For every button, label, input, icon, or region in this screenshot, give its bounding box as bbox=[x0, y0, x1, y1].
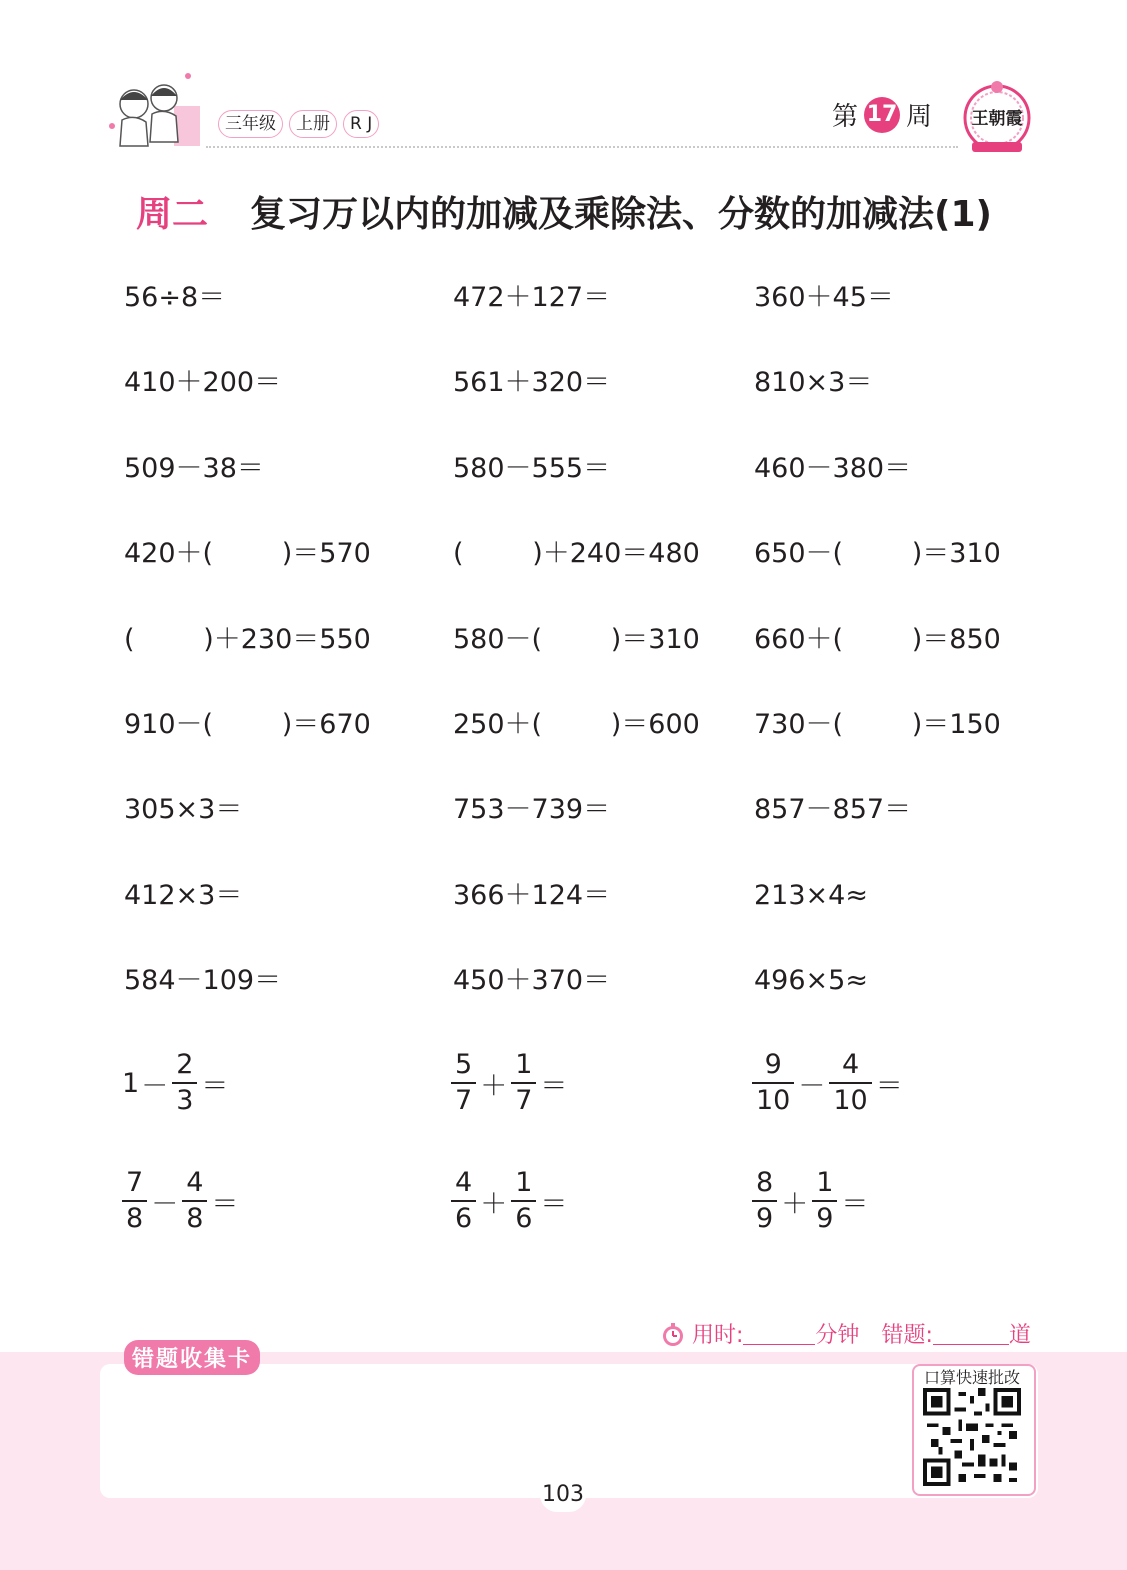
fraction-problem bbox=[449, 1048, 569, 1118]
page-number: 103 bbox=[540, 1478, 586, 1512]
denominator: 8 bbox=[186, 1203, 204, 1234]
operator: ＋ bbox=[781, 1188, 809, 1220]
problem-fill-blank: ( )＋230＝550 bbox=[124, 624, 371, 655]
problem: 857－857＝ bbox=[754, 794, 912, 825]
problem: 561＋320＝ bbox=[453, 367, 611, 398]
problem: 410＋200＝ bbox=[124, 367, 282, 398]
denominator: 10 bbox=[756, 1085, 791, 1116]
denominator: 7 bbox=[515, 1085, 533, 1116]
problem: 496×5≈ bbox=[754, 965, 868, 996]
operator: － bbox=[798, 1070, 826, 1102]
edition-tag: R J bbox=[343, 110, 379, 138]
fraction bbox=[829, 1048, 871, 1118]
numerator: 2 bbox=[176, 1049, 194, 1080]
fraction bbox=[451, 1166, 476, 1236]
fraction bbox=[511, 1166, 536, 1236]
stopwatch-icon bbox=[660, 1321, 686, 1347]
problem: 460－380＝ bbox=[754, 453, 912, 484]
equals-sign: ＝ bbox=[841, 1188, 869, 1220]
equals-sign: ＝ bbox=[540, 1070, 568, 1102]
denominator: 3 bbox=[176, 1085, 194, 1116]
fraction bbox=[182, 1166, 207, 1236]
time-label: 用时: bbox=[692, 1323, 744, 1348]
week-prefix: 第 bbox=[832, 102, 859, 132]
problem: 584－109＝ bbox=[124, 965, 282, 996]
week-suffix: 周 bbox=[906, 102, 933, 132]
problem: 305×3＝ bbox=[124, 794, 243, 825]
problem: 412×3＝ bbox=[124, 880, 243, 911]
equals-sign: ＝ bbox=[875, 1070, 903, 1102]
brand-name: 王朝霞 bbox=[971, 109, 1023, 129]
problem-fill-blank: 650－( )＝310 bbox=[754, 538, 1001, 569]
fraction bbox=[511, 1048, 536, 1118]
problem: 580－555＝ bbox=[453, 453, 611, 484]
denominator: 9 bbox=[816, 1203, 834, 1234]
errors-label: 错题: bbox=[881, 1323, 933, 1348]
equals-sign: ＝ bbox=[211, 1188, 239, 1220]
fraction-problem bbox=[750, 1166, 870, 1236]
errors-unit: 道 bbox=[1008, 1323, 1031, 1348]
denominator: 6 bbox=[455, 1203, 473, 1234]
problem: 810×3＝ bbox=[754, 367, 873, 398]
problem: 753－739＝ bbox=[453, 794, 611, 825]
problem: 472＋127＝ bbox=[453, 282, 611, 313]
operator: － bbox=[151, 1188, 179, 1220]
problem-fill-blank: 660＋( )＝850 bbox=[754, 624, 1001, 655]
numerator: 5 bbox=[455, 1049, 473, 1080]
numerator: 4 bbox=[186, 1167, 204, 1198]
operator: ＋ bbox=[480, 1188, 508, 1220]
numerator: 8 bbox=[756, 1167, 774, 1198]
time-unit: 分钟 bbox=[815, 1323, 860, 1348]
problem: 56÷8＝ bbox=[124, 282, 226, 313]
fraction bbox=[752, 1166, 777, 1236]
fraction bbox=[752, 1048, 794, 1118]
qr-code-icon[interactable] bbox=[922, 1388, 1022, 1486]
numerator: 4 bbox=[455, 1167, 473, 1198]
brand-seal-logo bbox=[962, 78, 1032, 156]
problem-fill-blank: ( )＋240＝480 bbox=[453, 538, 700, 569]
fraction-problem bbox=[120, 1166, 240, 1236]
term-tag: 上册 bbox=[289, 110, 337, 138]
problem-fill-blank: 580－( )＝310 bbox=[453, 624, 700, 655]
numerator: 9 bbox=[764, 1049, 782, 1080]
error-card-label: 错题收集卡 bbox=[124, 1340, 260, 1375]
fraction bbox=[122, 1166, 147, 1236]
denominator: 10 bbox=[833, 1085, 868, 1116]
problem: 213×4≈ bbox=[754, 880, 868, 911]
problem: 509－38＝ bbox=[124, 453, 264, 484]
problem: 360＋45＝ bbox=[754, 282, 894, 313]
fraction bbox=[451, 1048, 476, 1118]
fraction bbox=[172, 1048, 197, 1118]
problem: 366＋124＝ bbox=[453, 880, 611, 911]
qr-label: 口算快速批改 bbox=[924, 1368, 1021, 1387]
fraction-problem bbox=[449, 1166, 569, 1236]
denominator: 6 bbox=[515, 1203, 533, 1234]
numerator: 4 bbox=[841, 1049, 860, 1080]
denominator: 7 bbox=[455, 1085, 473, 1116]
numerator: 7 bbox=[126, 1167, 144, 1198]
children-illustration bbox=[104, 70, 204, 156]
numerator: 1 bbox=[515, 1167, 533, 1198]
day-label: 周二 bbox=[136, 194, 209, 235]
fraction-problem bbox=[750, 1048, 905, 1118]
fraction bbox=[812, 1166, 837, 1236]
operator: － bbox=[141, 1070, 169, 1102]
equals-sign: ＝ bbox=[540, 1188, 568, 1220]
fraction-problem bbox=[122, 1048, 230, 1118]
problem-fill-blank: 910－( )＝670 bbox=[124, 709, 371, 740]
week-number-badge: 17 bbox=[864, 97, 900, 133]
numerator: 1 bbox=[816, 1167, 834, 1198]
operator: ＋ bbox=[480, 1070, 508, 1102]
numerator: 1 bbox=[515, 1049, 533, 1080]
page-title: 复习万以内的加减及乘除法、分数的加减法(1) bbox=[250, 194, 992, 235]
denominator: 8 bbox=[126, 1203, 144, 1234]
time-errors-record bbox=[660, 1318, 1031, 1349]
time-blank[interactable] bbox=[743, 1322, 815, 1345]
problem: 450＋370＝ bbox=[453, 965, 611, 996]
week-indicator bbox=[832, 96, 932, 133]
equals-sign: ＝ bbox=[201, 1070, 229, 1102]
header-divider bbox=[206, 146, 958, 148]
errors-blank[interactable] bbox=[933, 1322, 1009, 1345]
problem-fill-blank: 250＋( )＝600 bbox=[453, 709, 700, 740]
denominator: 9 bbox=[756, 1203, 774, 1234]
grade-tags bbox=[218, 110, 379, 138]
grade-tag: 三年级 bbox=[218, 110, 283, 138]
whole-number: 1 bbox=[122, 1067, 140, 1099]
problem-fill-blank: 730－( )＝150 bbox=[754, 709, 1001, 740]
problem-fill-blank: 420＋( )＝570 bbox=[124, 538, 371, 569]
